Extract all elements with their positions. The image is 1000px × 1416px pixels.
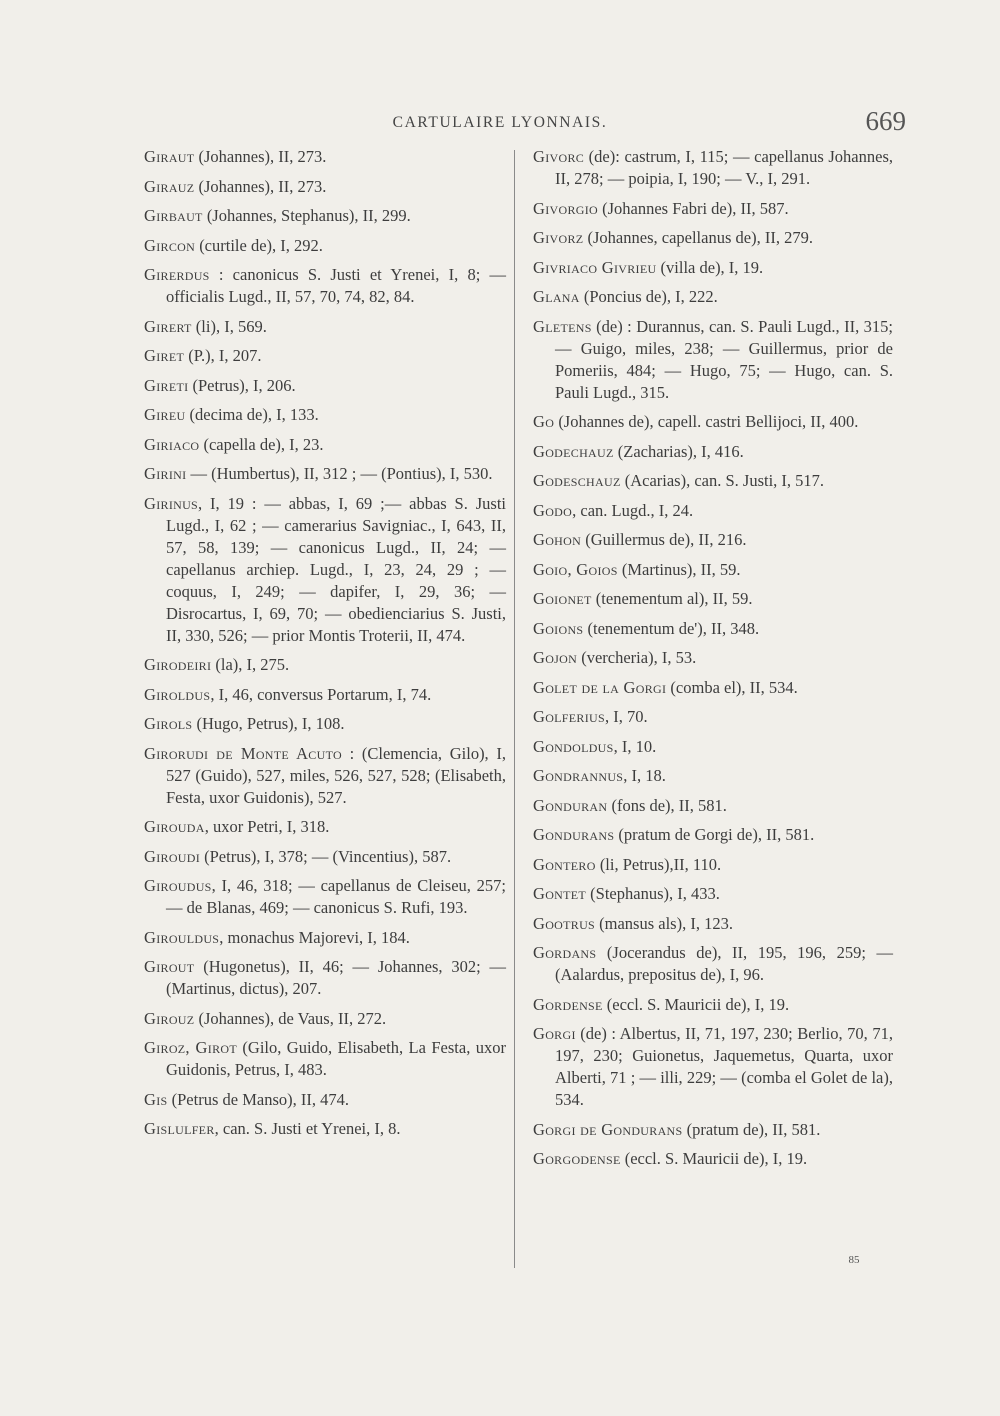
index-entry <box>533 198 893 220</box>
index-entry <box>144 654 506 676</box>
entry-references: (Acarias), can. S. Justi, I, 517. <box>620 471 825 490</box>
entry-headword: Givorc <box>533 147 585 166</box>
entry-headword: Gonduran <box>533 795 608 815</box>
entry-references: (Hugo, Petrus), I, 108. <box>192 714 345 733</box>
entry-headword: Giroldus <box>144 684 211 704</box>
index-entry <box>533 470 893 492</box>
entry-references: : canonicus S. Justi et Yrenei, I, 8; — officialis Lugd., II, 57, 70, 74, 82, 84. <box>166 265 506 306</box>
index-entry <box>144 846 506 868</box>
index-entry <box>533 227 893 249</box>
index-entry <box>144 264 506 308</box>
index-entry <box>144 434 506 456</box>
entry-references: , I, 10. <box>613 736 657 756</box>
index-entry <box>533 824 893 846</box>
entry-references: (li, Petrus),II, 110. <box>595 854 722 874</box>
entry-references: (Guillermus de), II, 216. <box>581 530 747 549</box>
index-entry <box>144 345 506 367</box>
right-column <box>533 146 893 1178</box>
entry-headword: Godechauz <box>533 441 614 461</box>
left-column <box>144 146 506 1148</box>
entry-headword: Goions <box>533 618 584 638</box>
entry-references: (Johannes), de Vaus, II, 272. <box>194 1008 387 1028</box>
index-entry <box>144 176 506 198</box>
entry-headword: Giraut <box>144 147 195 166</box>
index-entry <box>144 713 506 735</box>
entry-headword: Girols <box>144 714 193 733</box>
index-entry <box>144 146 506 168</box>
entry-headword: Gireu <box>144 405 186 424</box>
index-entry <box>144 404 506 426</box>
entry-headword: Gletens <box>533 316 592 336</box>
entry-references: (Jocerandus de), II, 195, 196, 259; — (Aalardus, prepositus de), I, 96. <box>555 943 893 984</box>
entry-references: , uxor Petri, I, 318. <box>204 817 330 836</box>
entry-references: (Petrus), I, 378; — (Vincentius), 587. <box>200 846 452 866</box>
entry-headword: Goio, Goios <box>533 559 618 579</box>
entry-references: (la), I, 275. <box>211 655 290 674</box>
index-entry <box>144 743 506 809</box>
entry-references: (Johannes Fabri de), II, 587. <box>597 198 789 218</box>
entry-headword: Go <box>533 412 555 431</box>
entry-references: (mansus als), I, 123. <box>595 913 733 933</box>
entry-headword: Gireti <box>144 375 189 395</box>
entry-references: (Johannes), II, 273. <box>194 176 327 196</box>
column-divider <box>514 150 515 1268</box>
entry-references: (Martinus), II, 59. <box>617 559 741 579</box>
entry-references: (eccl. S. Mauricii de), I, 19. <box>602 994 790 1014</box>
index-entry <box>144 875 506 919</box>
entry-references: (Petrus de Manso), II, 474. <box>167 1089 349 1109</box>
entry-references: (Johannes de), capell. castri Bellijoci, II, 400. <box>554 412 859 431</box>
index-entry <box>533 257 893 279</box>
entry-headword: Gorgi de Gondurans <box>533 1119 683 1139</box>
entry-headword: Giroz, Girot <box>144 1038 237 1057</box>
entry-headword: Goionet <box>533 589 592 608</box>
entry-headword: Giroudus <box>144 876 212 895</box>
index-entry <box>533 913 893 935</box>
entry-headword: Gis <box>144 1089 168 1109</box>
entry-references: , can. S. Justi et Yrenei, I, 8. <box>214 1119 401 1138</box>
entry-headword: Gislulfer <box>144 1119 215 1138</box>
entry-headword: Gondoldus <box>533 736 614 756</box>
entry-headword: Girodeiri <box>144 655 212 674</box>
entry-references: — (Humbertus), II, 312 ; — (Pontius), I, 530. <box>186 464 493 483</box>
entry-headword: Girbaut <box>144 206 203 225</box>
entry-references: (Johannes, capellanus de), II, 279. <box>583 228 813 247</box>
entry-references: (de) : Albertus, II, 71, 197, 230; Berlio, 70, 71, 197, 230; Guionetus, Jaquemetus, Quarta, uxor Alberti, 71 ; — illi, 229; — (comba el Golet de la), 534. <box>555 1024 893 1109</box>
entry-headword: Girini <box>144 464 187 483</box>
entry-references: (pratum de Gorgi de), II, 581. <box>614 825 815 844</box>
entry-headword: Godo <box>533 500 573 520</box>
entry-references: , I, 46, 318; — capellanus de Cleiseu, 257; — de Blanas, 469; — canonicus S. Rufi, 193. <box>166 876 506 917</box>
entry-headword: Gordans <box>533 943 597 962</box>
entry-headword: Gojon <box>533 648 578 667</box>
entry-headword: Girorudi de Monte Acuto <box>144 743 342 763</box>
index-entry <box>533 647 893 669</box>
index-entry <box>533 441 893 463</box>
index-entry <box>533 942 893 986</box>
entry-references: (P.), I, 207. <box>184 346 262 365</box>
index-entry <box>144 463 506 485</box>
index-entry <box>144 375 506 397</box>
entry-references: , I, 18. <box>623 766 666 785</box>
entry-headword: Girert <box>144 316 192 336</box>
index-entry <box>144 235 506 257</box>
entry-references: (tenementum de'), II, 348. <box>583 618 760 638</box>
index-entry <box>144 316 506 338</box>
index-entry <box>533 559 893 581</box>
index-entry <box>533 286 893 308</box>
index-entry <box>533 618 893 640</box>
entry-references: (comba el), II, 534. <box>666 677 798 697</box>
entry-headword: Girouda <box>144 817 205 836</box>
index-entry <box>144 816 506 838</box>
running-title: CARTULAIRE LYONNAIS. <box>392 114 608 131</box>
entry-references: (decima de), I, 133. <box>185 405 319 424</box>
entry-references: (Johannes), II, 273. <box>194 147 327 166</box>
entry-headword: Gorgi <box>533 1024 576 1043</box>
entry-headword: Givorz <box>533 228 584 247</box>
index-entry <box>533 994 893 1016</box>
index-entry <box>533 1119 893 1141</box>
entry-headword: Giriaco <box>144 434 200 454</box>
entry-references: : (Clemencia, Gilo), I, 527 (Guido), 527, miles, 526, 527, 528; (Elisabeth, Festa, uxor Guidonis), 527. <box>166 743 506 807</box>
entry-references: (eccl. S. Mauricii de), I, 19. <box>620 1149 808 1168</box>
entry-headword: Glana <box>533 287 580 306</box>
entry-headword: Gondurans <box>533 825 615 844</box>
index-entry <box>144 205 506 227</box>
entry-headword: Girouz <box>144 1008 195 1028</box>
entry-headword: Golferius <box>533 707 605 726</box>
index-entry <box>533 795 893 817</box>
index-entry <box>144 1118 506 1140</box>
index-entry <box>144 1089 506 1111</box>
entry-references: (Gilo, Guido, Elisabeth, La Festa, uxor Guidonis, Petrus, I, 483. <box>166 1038 506 1079</box>
entry-references: (Zacharias), I, 416. <box>613 441 744 461</box>
index-entry <box>144 684 506 706</box>
entry-headword: Girout <box>144 957 195 976</box>
entry-references: (capella de), I, 23. <box>199 434 324 454</box>
entry-references: (villa de), I, 19. <box>656 257 764 277</box>
entry-references: , I, 46, conversus Portarum, I, 74. <box>210 684 432 704</box>
index-entry <box>533 1148 893 1170</box>
entry-references: (Stephanus), I, 433. <box>586 884 720 903</box>
entry-references: , can. Lugd., I, 24. <box>572 500 694 520</box>
entry-references: (Hugonetus), II, 46; — Johannes, 302; — (Martinus, dictus), 207. <box>166 957 506 998</box>
entry-references: (de): castrum, I, 115; — capellanus Johannes, II, 278; — poipia, I, 190; — V., I, 291. <box>555 147 893 188</box>
entry-references: (Petrus), I, 206. <box>188 375 296 395</box>
entry-headword: Givorgio <box>533 198 598 218</box>
index-entry <box>533 706 893 728</box>
entry-references: (li), I, 569. <box>191 316 267 336</box>
index-entry <box>533 500 893 522</box>
index-entry <box>533 854 893 876</box>
entry-headword: Givriaco Givrieu <box>533 257 657 277</box>
entry-headword: Golet de la Gorgi <box>533 677 667 697</box>
entry-references: , monachus Majorevi, I, 184. <box>219 927 410 947</box>
entry-references: , I, 70. <box>604 707 648 726</box>
entry-references: , I, 19 : — abbas, I, 69 ;— abbas S. Justi Lugd., I, 62 ; — camerarius Savigniac., I, 643, II, 57, 58, 139; — canonicus Lugd., II, 24; — capellanus archiep. Lugd., I, 23, 24, 29 ; — coquus, I, 249; — dapifer, I, 29, 36; — Disrocartus, I, 69, 70; — obedienciarius S. Justi, II, 330, 526; — prior Montis Troterii, II, 474. <box>166 493 506 645</box>
entry-headword: Girauz <box>144 176 195 196</box>
index-entry <box>144 1037 506 1081</box>
entry-references: (Poncius de), I, 222. <box>579 287 718 306</box>
entry-headword: Girerdus <box>144 265 210 284</box>
entry-references: (Johannes, Stephanus), II, 299. <box>202 206 411 225</box>
entry-references: (de) : Durannus, can. S. Pauli Lugd., II, 315; — Guigo, miles, 238; — Guillermus, prior de Pomeriis, 484; — Hugo, 75; — Hugo, can. S. Pauli Lugd., 315. <box>555 316 893 402</box>
index-entry <box>533 677 893 699</box>
entry-headword: Gondrannus <box>533 766 624 785</box>
entry-headword: Gordense <box>533 994 603 1014</box>
entry-headword: Gontero <box>533 854 596 874</box>
page-number: 669 <box>865 106 906 136</box>
entry-headword: Gircon <box>144 235 196 255</box>
index-entry <box>533 1023 893 1111</box>
entry-headword: Girouldus <box>144 927 220 947</box>
entry-references: (curtile de), I, 292. <box>195 235 323 255</box>
index-entry <box>144 1008 506 1030</box>
index-entry <box>144 956 506 1000</box>
entry-headword: Girinus <box>144 493 199 513</box>
index-entry <box>144 493 506 647</box>
index-entry <box>144 927 506 949</box>
index-entry <box>533 765 893 787</box>
entry-references: (pratum de), II, 581. <box>682 1119 821 1139</box>
entry-headword: Gontet <box>533 884 587 903</box>
entry-headword: Gohon <box>533 530 582 549</box>
index-entry <box>533 146 893 190</box>
index-entry <box>533 588 893 610</box>
index-entry <box>533 883 893 905</box>
entry-references: (fons de), II, 581. <box>607 795 727 815</box>
entry-headword: Gootrus <box>533 913 596 933</box>
index-entry <box>533 736 893 758</box>
entry-headword: Giret <box>144 346 185 365</box>
entry-references: (tenementum al), II, 59. <box>591 589 753 608</box>
signature-mark: 85 <box>848 1254 860 1266</box>
entry-headword: Giroudi <box>144 846 201 866</box>
entry-headword: Godeschauz <box>533 471 621 490</box>
index-entry <box>533 529 893 551</box>
index-entry <box>533 411 893 433</box>
index-entry <box>533 316 893 404</box>
entry-references: (vercheria), I, 53. <box>577 648 697 667</box>
entry-headword: Gorgodense <box>533 1149 621 1168</box>
